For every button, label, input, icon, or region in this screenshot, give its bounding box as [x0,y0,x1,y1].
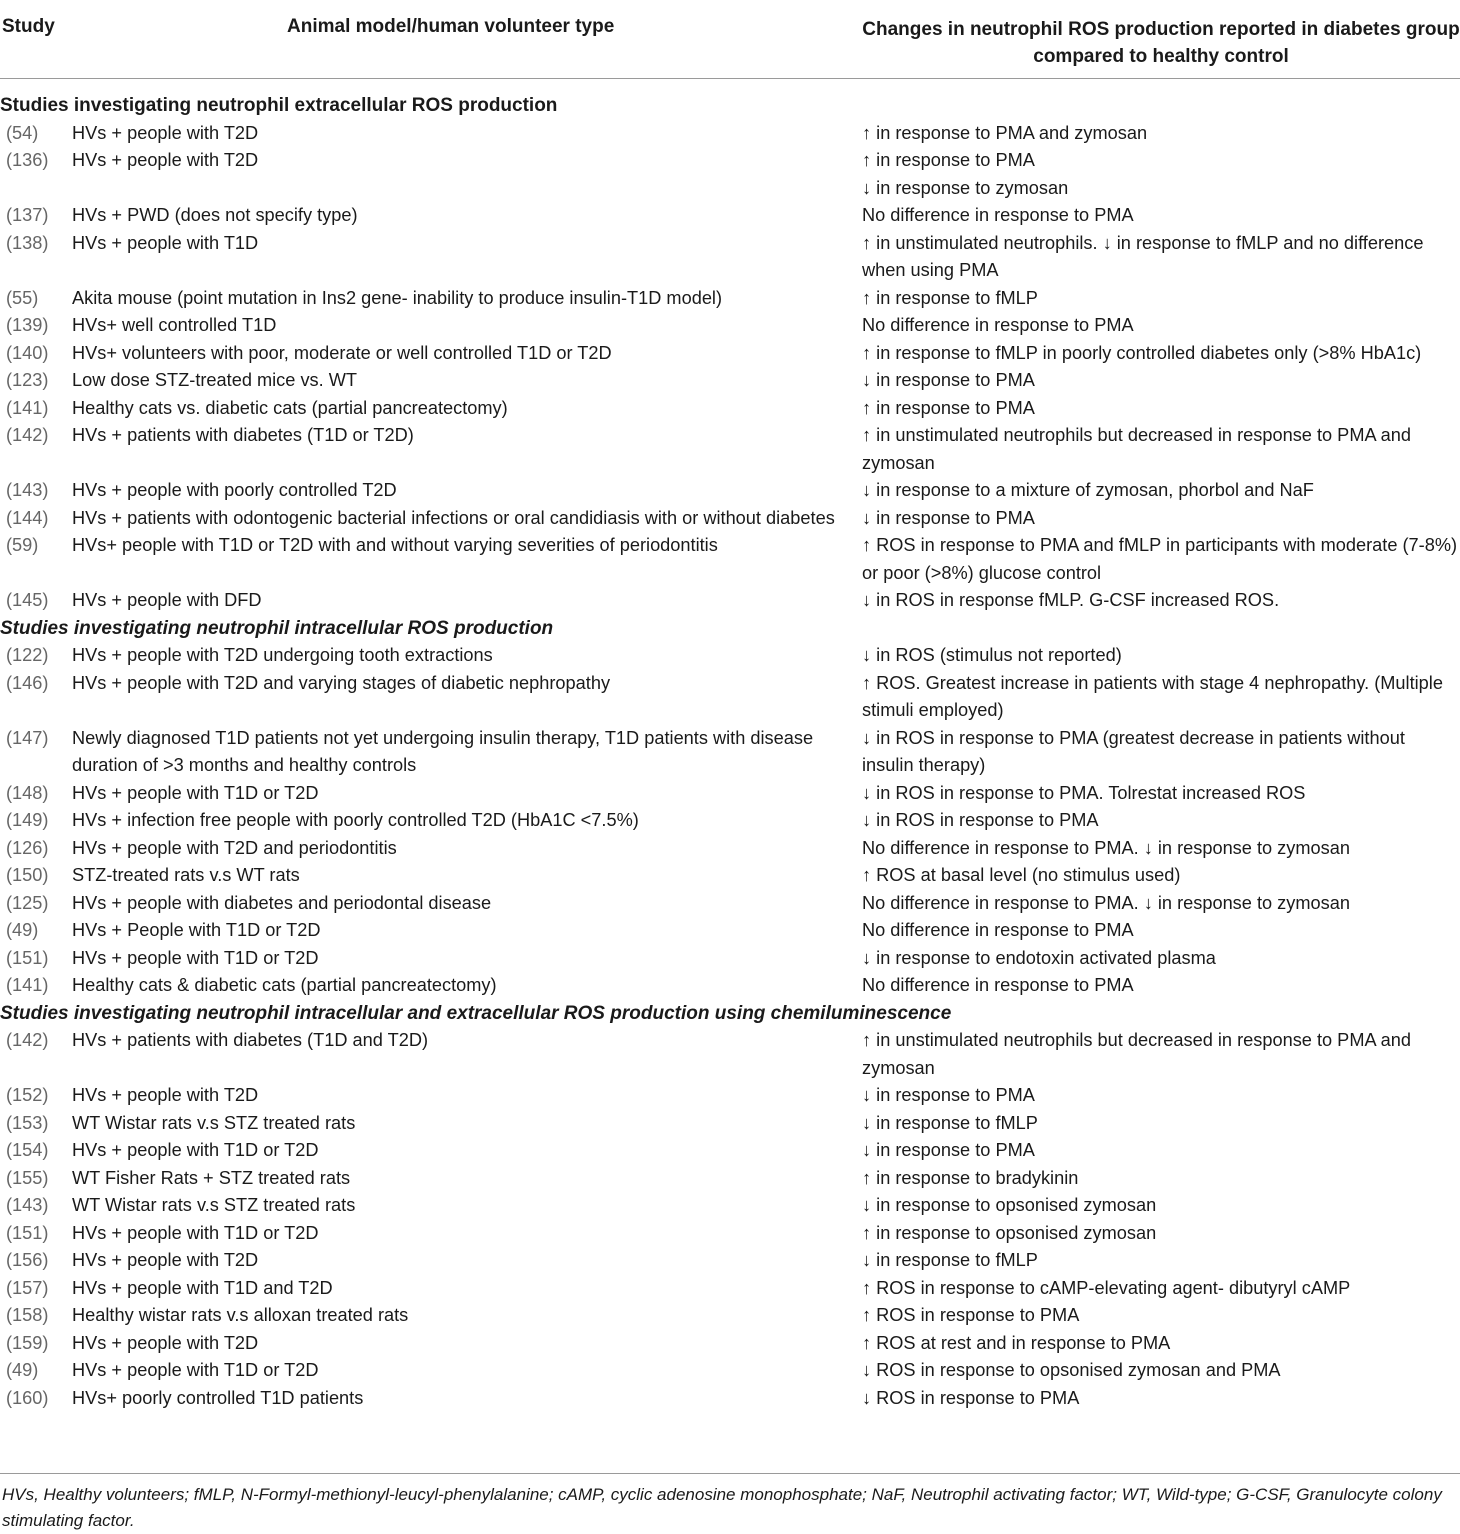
header-changes: Changes in neutrophil ROS production reported in diabetes group compared to healthy control [862,19,1460,67]
study-ref-link[interactable]: (123) [6,370,49,390]
model-cell: HVs + people with T2D [72,1332,259,1353]
model-cell: Healthy cats & diabetic cats (partial pancreatectomy) [72,975,497,995]
table-row [0,725,1460,780]
section-heading-row [0,1000,1460,1028]
study-ref-link[interactable]: (140) [6,342,49,363]
model-cell: HVs + people with T1D and T2D [72,1277,333,1298]
change-cell: ↓ ROS in response to opsonised zymosan and PMA [862,1360,1281,1380]
change-cell: ↑ in unstimulated neutrophils but decreased in response to PMA and zymosan [862,425,1411,473]
table-row [0,202,1460,230]
table-row [0,1027,1460,1082]
study-ref-link[interactable]: (59) [6,535,39,555]
model-cell: HVs + people with T2D undergoing tooth extractions [72,645,493,665]
study-ref-link[interactable]: (143) [6,480,49,500]
change-cell: ↓ in response to fMLP [862,1112,1038,1133]
change-cell: ↑ in response to PMA and zymosan [862,122,1148,143]
change-cell: No difference in response to PMA. ↓ in response to zymosan [862,892,1350,913]
change-cell: No difference in response to PMA [862,975,1134,995]
model-cell: HVs+ poorly controlled T1D patients [72,1387,364,1408]
change-cell: ↑ in unstimulated neutrophils but decreased in response to PMA and zymosan [862,1030,1411,1078]
model-cell: Newly diagnosed T1D patients not yet undergoing insulin therapy, T1D patients with disease duration of >3 months and healthy controls [72,727,814,775]
change-cell: ↑ ROS in response to cAMP-elevating agent- dibutyryl cAMP [862,1277,1351,1298]
table-row [0,1137,1460,1165]
study-ref-link[interactable]: (151) [6,947,49,968]
change-cell: ↓ ROS in response to PMA [862,1387,1080,1408]
study-ref-link[interactable]: (151) [6,1222,49,1243]
change-cell: ↓ in ROS in response to PMA (greatest decrease in patients without insulin therapy) [862,727,1405,775]
study-ref-link[interactable]: (149) [6,810,49,830]
table-row [0,230,1460,285]
study-ref-link[interactable]: (150) [6,865,49,885]
change-cell: ↑ in response to fMLP [862,287,1038,308]
study-ref-link[interactable]: (155) [6,1167,49,1188]
study-ref-link[interactable]: (141) [6,397,49,418]
change-cell: No difference in response to PMA [862,920,1134,940]
table-row [0,1385,1460,1413]
change-cell: ↑ in response to opsonised zymosan [862,1222,1157,1243]
study-ref-link[interactable]: (146) [6,672,49,693]
header-model: Animal model/human volunteer type [287,16,615,37]
table-row [0,395,1460,423]
table-row [0,312,1460,340]
model-cell: HVs + patients with diabetes (T1D and T2D) [72,1030,429,1050]
study-ref-link[interactable]: (145) [6,590,49,610]
change-cell: ↓ in response to PMA [862,507,1035,528]
change-cell: ↑ ROS at rest and in response to PMA [862,1332,1171,1353]
study-ref-link[interactable]: (125) [6,892,49,913]
model-cell: HVs + patients with odontogenic bacterial infections or oral candidiasis with or without diabetes [72,507,835,528]
model-cell: HVs + people with T2D [72,122,259,143]
change-cell: ↓ in ROS in response to PMA. Tolrestat increased ROS [862,782,1306,803]
table-row [0,945,1460,973]
model-cell: STZ-treated rats v.s WT rats [72,865,300,885]
model-cell: HVs + people with T2D [72,1250,259,1270]
header-study: Study [2,16,55,37]
study-ref-link[interactable]: (157) [6,1277,49,1298]
study-ref-link[interactable]: (122) [6,645,49,665]
model-cell: Low dose STZ-treated mice vs. WT [72,370,358,390]
study-ref-link[interactable]: (142) [6,1030,49,1050]
change-cell: ↑ ROS in response to PMA [862,1305,1080,1325]
table-row [0,340,1460,368]
study-ref-link[interactable]: (136) [6,150,49,170]
change-cell: ↑ ROS in response to PMA and fMLP in participants with moderate (7-8%) or poor (>8%) glucose control [862,535,1458,583]
model-cell: HVs + people with DFD [72,590,262,610]
table-row [0,1275,1460,1303]
change-cell: ↓ in ROS (stimulus not reported) [862,645,1122,665]
model-cell: HVs + people with T2D and periodontitis [72,837,397,858]
change-cell: ↓ in response to PMA [862,1140,1035,1160]
table-row [0,532,1460,587]
change-cell: ↑ in response to PMA [862,397,1035,418]
table-row [0,835,1460,863]
change-cell: ↑ in response to fMLP in poorly controlled diabetes only (>8% HbA1c) [862,342,1422,363]
model-cell: HVs + people with T1D or T2D [72,782,319,803]
model-cell: HVs + people with T1D [72,232,259,253]
table-row [0,972,1460,1000]
study-ref-link[interactable]: (126) [6,837,49,858]
model-cell: HVs+ well controlled T1D [72,315,277,335]
table-row [0,1357,1460,1385]
section-heading-row [0,615,1460,643]
data-table [0,92,1460,1412]
table-row [0,670,1460,725]
model-cell: HVs + people with T2D and varying stages of diabetic nephropathy [72,672,611,693]
model-cell: Akita mouse (point mutation in Ins2 gene- inability to produce insulin-T1D model) [72,287,723,308]
change-cell: ↓ in ROS in response fMLP. G-CSF increased ROS. [862,590,1280,610]
study-ref-link[interactable]: (160) [6,1387,49,1408]
change-cell: ↓ in response to a mixture of zymosan, phorbol and NaF [862,480,1314,500]
section-heading-row [0,92,1460,120]
model-cell: HVs + people with T1D or T2D [72,1222,319,1243]
table-row [0,1192,1460,1220]
table-row [0,147,1460,202]
change-cell: ↑ ROS at basal level (no stimulus used) [862,865,1181,885]
model-cell: HVs+ volunteers with poor, moderate or well controlled T1D or T2D [72,342,612,363]
study-ref-link[interactable]: (143) [6,1195,49,1215]
section-title: Studies investigating neutrophil intracellular and extracellular ROS production using chemiluminescence [0,1002,952,1024]
change-cell: ↑ ROS. Greatest increase in patients with stage 4 nephropathy. (Multiple stimuli employed) [862,672,1443,720]
study-ref-link[interactable]: (154) [6,1140,49,1160]
study-ref-link[interactable]: (158) [6,1305,49,1325]
model-cell: HVs + people with T1D or T2D [72,1140,319,1160]
table-row [0,642,1460,670]
table-row [0,120,1460,148]
model-cell: WT Wistar rats v.s STZ treated rats [72,1112,356,1133]
model-cell: HVs + PWD (does not specify type) [72,205,358,225]
change-cell: ↑ in response to PMA ↓ in response to zymosan [862,150,1069,198]
model-cell: HVs+ people with T1D or T2D with and without varying severities of periodontitis [72,535,718,555]
study-ref-link[interactable]: (141) [6,975,49,995]
change-cell: ↓ in ROS in response to PMA [862,810,1099,830]
table-header [0,0,1460,79]
table-row [0,917,1460,945]
model-cell: HVs + people with poorly controlled T2D [72,480,397,500]
change-cell: ↑ in response to bradykinin [862,1167,1079,1188]
study-ref-link[interactable]: (142) [6,425,49,445]
table-row [0,780,1460,808]
table-body [0,92,1460,1412]
study-ref-link[interactable]: (156) [6,1250,49,1270]
change-cell: ↓ in response to endotoxin activated plasma [862,947,1216,968]
study-ref-link[interactable]: (54) [6,122,39,143]
footnote-text: HVs, Healthy volunteers; fMLP, N-Formyl-methionyl-leucyl-phenylalanine; cAMP, cyclic adenosine monophosphate; NaF, Neutrophil activating factor; WT, Wild-type; G-CSF, Granulocyte colony stimulating factor. [2,1485,1442,1530]
model-cell: HVs + infection free people with poorly controlled T2D (HbA1C <7.5%) [72,810,639,830]
table-row [0,477,1460,505]
study-ref-link[interactable]: (49) [6,1360,39,1380]
footnote [0,1473,1460,1534]
table-row [0,422,1460,477]
study-ref-link[interactable]: (153) [6,1112,49,1133]
table-row [0,367,1460,395]
model-cell: HVs + people with diabetes and periodontal disease [72,892,492,913]
model-cell: Healthy wistar rats v.s alloxan treated rats [72,1305,409,1325]
study-ref-link[interactable]: (147) [6,727,49,748]
table-row [0,807,1460,835]
change-cell: ↓ in response to PMA [862,1085,1035,1105]
study-ref-link[interactable]: (144) [6,507,49,528]
study-ref-link[interactable]: (138) [6,232,49,253]
table-row [0,862,1460,890]
change-cell: No difference in response to PMA [862,315,1134,335]
change-cell: ↓ in response to opsonised zymosan [862,1195,1157,1215]
model-cell: HVs + people with T1D or T2D [72,1360,319,1380]
change-cell: No difference in response to PMA [862,205,1134,225]
table-row [0,505,1460,533]
model-cell: WT Wistar rats v.s STZ treated rats [72,1195,356,1215]
model-cell: HVs + patients with diabetes (T1D or T2D) [72,425,414,445]
study-ref-link[interactable]: (148) [6,782,49,803]
section-title: Studies investigating neutrophil intracellular ROS production [0,617,554,639]
change-cell: ↑ in unstimulated neutrophils. ↓ in response to fMLP and no difference when using PMA [862,232,1424,280]
study-ref-link[interactable]: (49) [6,920,39,940]
table-row [0,1302,1460,1330]
table-row [0,1082,1460,1110]
model-cell: WT Fisher Rats + STZ treated rats [72,1167,351,1188]
study-ref-link[interactable]: (139) [6,315,49,335]
model-cell: HVs + people with T1D or T2D [72,947,319,968]
table-row [0,890,1460,918]
study-ref-link[interactable]: (152) [6,1085,49,1105]
table-row [0,1110,1460,1138]
section-title: Studies investigating neutrophil extracellular ROS production [0,95,558,116]
table-row [0,1247,1460,1275]
table-row [0,587,1460,615]
model-cell: HVs + people with T2D [72,150,259,170]
study-ref-link[interactable]: (159) [6,1332,49,1353]
table-row [0,1330,1460,1358]
change-cell: ↓ in response to fMLP [862,1250,1038,1270]
change-cell: ↓ in response to PMA [862,370,1035,390]
table-row [0,1165,1460,1193]
study-ref-link[interactable]: (55) [6,287,39,308]
table-row [0,1220,1460,1248]
study-ref-link[interactable]: (137) [6,205,49,225]
model-cell: Healthy cats vs. diabetic cats (partial pancreatectomy) [72,397,508,418]
change-cell: No difference in response to PMA. ↓ in response to zymosan [862,837,1350,858]
table-row [0,285,1460,313]
model-cell: HVs + people with T2D [72,1085,259,1105]
model-cell: HVs + People with T1D or T2D [72,920,321,940]
